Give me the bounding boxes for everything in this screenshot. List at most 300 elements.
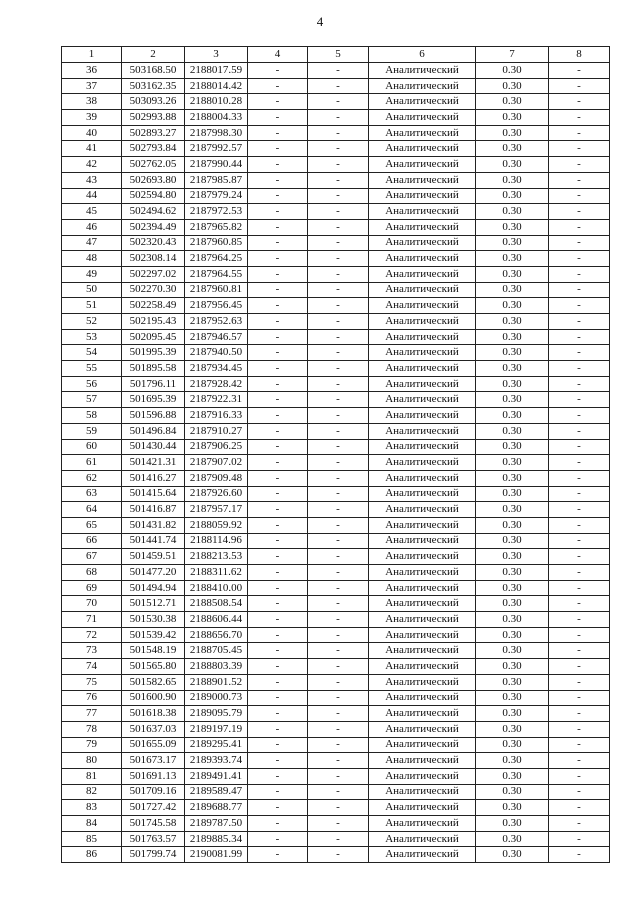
cell-col-4: -: [248, 94, 308, 110]
cell-col-5: -: [308, 266, 369, 282]
table-row: [62, 314, 610, 330]
cell-point-number: 49: [62, 266, 122, 282]
column-header-1: 1: [62, 47, 122, 63]
cell-method: Аналитический: [369, 470, 476, 486]
cell-col-8: -: [549, 157, 610, 173]
cell-col-5: -: [308, 251, 369, 267]
table-row: [62, 612, 610, 628]
cell-point-number: 82: [62, 784, 122, 800]
cell-x-coordinate: 501763.57: [122, 831, 185, 847]
cell-method: Аналитический: [369, 612, 476, 628]
table-row: [62, 690, 610, 706]
cell-method: Аналитический: [369, 643, 476, 659]
cell-x-coordinate: 501596.88: [122, 408, 185, 424]
cell-accuracy: 0.30: [476, 361, 549, 377]
cell-accuracy: 0.30: [476, 266, 549, 282]
cell-x-coordinate: 501512.71: [122, 596, 185, 612]
cell-accuracy: 0.30: [476, 141, 549, 157]
cell-point-number: 60: [62, 439, 122, 455]
cell-col-5: -: [308, 455, 369, 471]
table-row: [62, 470, 610, 486]
cell-col-8: -: [549, 816, 610, 832]
cell-col-8: -: [549, 721, 610, 737]
cell-method: Аналитический: [369, 204, 476, 220]
cell-col-4: -: [248, 533, 308, 549]
cell-col-8: -: [549, 627, 610, 643]
cell-point-number: 69: [62, 580, 122, 596]
cell-point-number: 44: [62, 188, 122, 204]
table-row: [62, 768, 610, 784]
table-row: [62, 110, 610, 126]
cell-point-number: 81: [62, 768, 122, 784]
cell-accuracy: 0.30: [476, 392, 549, 408]
cell-accuracy: 0.30: [476, 376, 549, 392]
cell-col-5: -: [308, 831, 369, 847]
cell-method: Аналитический: [369, 674, 476, 690]
cell-accuracy: 0.30: [476, 423, 549, 439]
cell-col-5: -: [308, 298, 369, 314]
cell-accuracy: 0.30: [476, 235, 549, 251]
cell-y-coordinate: 2188059.92: [185, 517, 248, 533]
cell-method: Аналитический: [369, 63, 476, 79]
cell-accuracy: 0.30: [476, 125, 549, 141]
cell-col-8: -: [549, 690, 610, 706]
cell-method: Аналитический: [369, 282, 476, 298]
cell-y-coordinate: 2189885.34: [185, 831, 248, 847]
cell-accuracy: 0.30: [476, 188, 549, 204]
cell-accuracy: 0.30: [476, 408, 549, 424]
cell-x-coordinate: 501494.94: [122, 580, 185, 596]
cell-accuracy: 0.30: [476, 251, 549, 267]
cell-x-coordinate: 502320.43: [122, 235, 185, 251]
cell-accuracy: 0.30: [476, 517, 549, 533]
cell-y-coordinate: 2187916.33: [185, 408, 248, 424]
table-row: [62, 580, 610, 596]
cell-col-8: -: [549, 423, 610, 439]
cell-col-8: -: [549, 439, 610, 455]
cell-y-coordinate: 2187907.02: [185, 455, 248, 471]
cell-x-coordinate: 501655.09: [122, 737, 185, 753]
cell-col-4: -: [248, 329, 308, 345]
cell-y-coordinate: 2187928.42: [185, 376, 248, 392]
cell-col-4: -: [248, 549, 308, 565]
cell-col-5: -: [308, 376, 369, 392]
cell-col-8: -: [549, 282, 610, 298]
table-row: [62, 627, 610, 643]
cell-col-4: -: [248, 157, 308, 173]
cell-col-5: -: [308, 800, 369, 816]
cell-col-5: -: [308, 392, 369, 408]
cell-y-coordinate: 2187998.30: [185, 125, 248, 141]
cell-col-8: -: [549, 219, 610, 235]
cell-x-coordinate: 501691.13: [122, 768, 185, 784]
cell-col-8: -: [549, 565, 610, 581]
table-row: [62, 188, 610, 204]
cell-x-coordinate: 502297.02: [122, 266, 185, 282]
cell-col-5: -: [308, 847, 369, 863]
cell-col-4: -: [248, 753, 308, 769]
cell-method: Аналитический: [369, 596, 476, 612]
cell-col-4: -: [248, 612, 308, 628]
cell-y-coordinate: 2187964.25: [185, 251, 248, 267]
cell-y-coordinate: 2187972.53: [185, 204, 248, 220]
table-row: [62, 204, 610, 220]
table-row: [62, 251, 610, 267]
cell-method: Аналитический: [369, 266, 476, 282]
column-header-5: 5: [308, 47, 369, 63]
cell-col-5: -: [308, 612, 369, 628]
cell-method: Аналитический: [369, 376, 476, 392]
cell-x-coordinate: 501745.58: [122, 816, 185, 832]
cell-col-4: -: [248, 408, 308, 424]
cell-col-5: -: [308, 188, 369, 204]
cell-accuracy: 0.30: [476, 486, 549, 502]
cell-accuracy: 0.30: [476, 612, 549, 628]
cell-col-4: -: [248, 816, 308, 832]
table-row: [62, 721, 610, 737]
cell-method: Аналитический: [369, 94, 476, 110]
cell-method: Аналитический: [369, 251, 476, 267]
coordinates-table: [61, 46, 610, 863]
cell-col-5: -: [308, 549, 369, 565]
cell-x-coordinate: 501548.19: [122, 643, 185, 659]
cell-x-coordinate: 501695.39: [122, 392, 185, 408]
cell-x-coordinate: 501416.27: [122, 470, 185, 486]
cell-y-coordinate: 2187910.27: [185, 423, 248, 439]
cell-y-coordinate: 2189000.73: [185, 690, 248, 706]
cell-col-5: -: [308, 314, 369, 330]
cell-point-number: 61: [62, 455, 122, 471]
cell-accuracy: 0.30: [476, 204, 549, 220]
cell-accuracy: 0.30: [476, 690, 549, 706]
cell-accuracy: 0.30: [476, 643, 549, 659]
table-row: [62, 94, 610, 110]
cell-method: Аналитический: [369, 768, 476, 784]
table-row: [62, 847, 610, 863]
cell-y-coordinate: 2188311.62: [185, 565, 248, 581]
cell-x-coordinate: 501600.90: [122, 690, 185, 706]
cell-y-coordinate: 2187946.57: [185, 329, 248, 345]
cell-method: Аналитический: [369, 188, 476, 204]
cell-accuracy: 0.30: [476, 706, 549, 722]
cell-col-4: -: [248, 141, 308, 157]
cell-point-number: 77: [62, 706, 122, 722]
cell-x-coordinate: 501431.82: [122, 517, 185, 533]
cell-col-4: -: [248, 768, 308, 784]
cell-method: Аналитический: [369, 408, 476, 424]
table-row: [62, 439, 610, 455]
cell-col-5: -: [308, 517, 369, 533]
cell-col-5: -: [308, 408, 369, 424]
cell-col-4: -: [248, 219, 308, 235]
cell-y-coordinate: 2188004.33: [185, 110, 248, 126]
cell-point-number: 48: [62, 251, 122, 267]
cell-col-4: -: [248, 455, 308, 471]
cell-point-number: 67: [62, 549, 122, 565]
cell-x-coordinate: 503162.35: [122, 78, 185, 94]
cell-x-coordinate: 501477.20: [122, 565, 185, 581]
cell-accuracy: 0.30: [476, 455, 549, 471]
cell-col-5: -: [308, 423, 369, 439]
cell-col-5: -: [308, 219, 369, 235]
cell-accuracy: 0.30: [476, 800, 549, 816]
cell-method: Аналитический: [369, 690, 476, 706]
cell-y-coordinate: 2189393.74: [185, 753, 248, 769]
cell-y-coordinate: 2188901.52: [185, 674, 248, 690]
cell-col-4: -: [248, 188, 308, 204]
cell-col-8: -: [549, 753, 610, 769]
cell-method: Аналитический: [369, 753, 476, 769]
cell-method: Аналитический: [369, 329, 476, 345]
cell-col-5: -: [308, 580, 369, 596]
cell-accuracy: 0.30: [476, 502, 549, 518]
cell-y-coordinate: 2188014.42: [185, 78, 248, 94]
cell-x-coordinate: 503093.26: [122, 94, 185, 110]
cell-y-coordinate: 2187922.31: [185, 392, 248, 408]
cell-accuracy: 0.30: [476, 314, 549, 330]
cell-col-8: -: [549, 580, 610, 596]
cell-accuracy: 0.30: [476, 659, 549, 675]
cell-x-coordinate: 502594.80: [122, 188, 185, 204]
cell-point-number: 55: [62, 361, 122, 377]
cell-col-5: -: [308, 470, 369, 486]
cell-col-8: -: [549, 266, 610, 282]
cell-point-number: 83: [62, 800, 122, 816]
cell-col-8: -: [549, 643, 610, 659]
cell-y-coordinate: 2188410.00: [185, 580, 248, 596]
cell-x-coordinate: 501895.58: [122, 361, 185, 377]
table-row: [62, 831, 610, 847]
cell-x-coordinate: 502762.05: [122, 157, 185, 173]
cell-point-number: 70: [62, 596, 122, 612]
cell-col-5: -: [308, 125, 369, 141]
cell-accuracy: 0.30: [476, 674, 549, 690]
table-body: [62, 47, 610, 863]
cell-col-5: -: [308, 439, 369, 455]
cell-col-4: -: [248, 282, 308, 298]
cell-point-number: 58: [62, 408, 122, 424]
cell-point-number: 47: [62, 235, 122, 251]
cell-point-number: 71: [62, 612, 122, 628]
cell-col-8: -: [549, 847, 610, 863]
column-header-7: 7: [476, 47, 549, 63]
cell-x-coordinate: 502394.49: [122, 219, 185, 235]
cell-col-5: -: [308, 172, 369, 188]
cell-point-number: 85: [62, 831, 122, 847]
cell-x-coordinate: 502258.49: [122, 298, 185, 314]
cell-y-coordinate: 2189787.50: [185, 816, 248, 832]
cell-x-coordinate: 501582.65: [122, 674, 185, 690]
table-row: [62, 565, 610, 581]
cell-col-8: -: [549, 517, 610, 533]
cell-x-coordinate: 502793.84: [122, 141, 185, 157]
cell-point-number: 56: [62, 376, 122, 392]
cell-accuracy: 0.30: [476, 721, 549, 737]
column-header-8: 8: [549, 47, 610, 63]
table-row: [62, 282, 610, 298]
cell-method: Аналитический: [369, 423, 476, 439]
cell-col-4: -: [248, 674, 308, 690]
cell-accuracy: 0.30: [476, 816, 549, 832]
table-row: [62, 329, 610, 345]
cell-col-4: -: [248, 659, 308, 675]
cell-point-number: 46: [62, 219, 122, 235]
cell-col-8: -: [549, 204, 610, 220]
cell-x-coordinate: 501995.39: [122, 345, 185, 361]
cell-method: Аналитический: [369, 298, 476, 314]
cell-point-number: 51: [62, 298, 122, 314]
cell-point-number: 78: [62, 721, 122, 737]
cell-col-5: -: [308, 721, 369, 737]
cell-x-coordinate: 502494.62: [122, 204, 185, 220]
cell-accuracy: 0.30: [476, 737, 549, 753]
cell-x-coordinate: 501539.42: [122, 627, 185, 643]
cell-col-5: -: [308, 533, 369, 549]
table-row: [62, 345, 610, 361]
cell-col-4: -: [248, 361, 308, 377]
table-row: [62, 423, 610, 439]
cell-x-coordinate: 501799.74: [122, 847, 185, 863]
table-row: [62, 706, 610, 722]
cell-method: Аналитический: [369, 125, 476, 141]
cell-col-5: -: [308, 502, 369, 518]
cell-col-8: -: [549, 502, 610, 518]
cell-method: Аналитический: [369, 235, 476, 251]
cell-method: Аналитический: [369, 345, 476, 361]
cell-col-4: -: [248, 627, 308, 643]
table-row: [62, 549, 610, 565]
cell-col-4: -: [248, 392, 308, 408]
cell-col-5: -: [308, 157, 369, 173]
cell-col-8: -: [549, 361, 610, 377]
cell-col-4: -: [248, 376, 308, 392]
cell-point-number: 65: [62, 517, 122, 533]
cell-method: Аналитический: [369, 517, 476, 533]
cell-y-coordinate: 2189589.47: [185, 784, 248, 800]
cell-col-4: -: [248, 439, 308, 455]
cell-point-number: 54: [62, 345, 122, 361]
cell-y-coordinate: 2187979.24: [185, 188, 248, 204]
cell-y-coordinate: 2190081.99: [185, 847, 248, 863]
cell-col-4: -: [248, 266, 308, 282]
cell-col-8: -: [549, 251, 610, 267]
cell-y-coordinate: 2189197.19: [185, 721, 248, 737]
cell-y-coordinate: 2188803.39: [185, 659, 248, 675]
cell-accuracy: 0.30: [476, 345, 549, 361]
cell-col-4: -: [248, 423, 308, 439]
cell-method: Аналитический: [369, 784, 476, 800]
cell-x-coordinate: 501441.74: [122, 533, 185, 549]
cell-method: Аналитический: [369, 580, 476, 596]
cell-col-8: -: [549, 470, 610, 486]
cell-col-5: -: [308, 753, 369, 769]
cell-method: Аналитический: [369, 816, 476, 832]
cell-col-4: -: [248, 517, 308, 533]
cell-col-4: -: [248, 78, 308, 94]
cell-col-8: -: [549, 706, 610, 722]
cell-y-coordinate: 2189295.41: [185, 737, 248, 753]
cell-accuracy: 0.30: [476, 172, 549, 188]
cell-col-8: -: [549, 78, 610, 94]
cell-x-coordinate: 502993.88: [122, 110, 185, 126]
cell-col-8: -: [549, 549, 610, 565]
cell-col-4: -: [248, 502, 308, 518]
cell-col-4: -: [248, 204, 308, 220]
cell-col-5: -: [308, 659, 369, 675]
cell-accuracy: 0.30: [476, 549, 549, 565]
cell-x-coordinate: 502095.45: [122, 329, 185, 345]
table-row: [62, 172, 610, 188]
cell-col-4: -: [248, 784, 308, 800]
cell-accuracy: 0.30: [476, 831, 549, 847]
cell-accuracy: 0.30: [476, 627, 549, 643]
table-row: [62, 643, 610, 659]
table-row: [62, 376, 610, 392]
cell-x-coordinate: 501416.87: [122, 502, 185, 518]
cell-point-number: 62: [62, 470, 122, 486]
cell-col-4: -: [248, 298, 308, 314]
cell-col-8: -: [549, 298, 610, 314]
cell-col-5: -: [308, 784, 369, 800]
cell-y-coordinate: 2188508.54: [185, 596, 248, 612]
cell-x-coordinate: 501673.17: [122, 753, 185, 769]
cell-method: Аналитический: [369, 847, 476, 863]
cell-accuracy: 0.30: [476, 533, 549, 549]
cell-col-4: -: [248, 470, 308, 486]
cell-col-5: -: [308, 110, 369, 126]
cell-point-number: 36: [62, 63, 122, 79]
cell-col-4: -: [248, 831, 308, 847]
cell-col-5: -: [308, 345, 369, 361]
cell-point-number: 76: [62, 690, 122, 706]
cell-point-number: 57: [62, 392, 122, 408]
cell-y-coordinate: 2189688.77: [185, 800, 248, 816]
cell-x-coordinate: 501421.31: [122, 455, 185, 471]
cell-y-coordinate: 2187960.85: [185, 235, 248, 251]
cell-col-8: -: [549, 455, 610, 471]
cell-col-5: -: [308, 204, 369, 220]
cell-col-8: -: [549, 392, 610, 408]
cell-method: Аналитический: [369, 455, 476, 471]
cell-method: Аналитический: [369, 172, 476, 188]
cell-point-number: 42: [62, 157, 122, 173]
cell-method: Аналитический: [369, 110, 476, 126]
cell-col-4: -: [248, 314, 308, 330]
cell-col-5: -: [308, 361, 369, 377]
cell-col-5: -: [308, 627, 369, 643]
cell-method: Аналитический: [369, 737, 476, 753]
cell-accuracy: 0.30: [476, 219, 549, 235]
cell-col-5: -: [308, 486, 369, 502]
cell-y-coordinate: 2188656.70: [185, 627, 248, 643]
table-row: [62, 78, 610, 94]
cell-method: Аналитический: [369, 549, 476, 565]
cell-accuracy: 0.30: [476, 768, 549, 784]
cell-x-coordinate: 502893.27: [122, 125, 185, 141]
cell-point-number: 40: [62, 125, 122, 141]
table-header-row: [62, 47, 610, 63]
table-row: [62, 816, 610, 832]
cell-col-8: -: [549, 94, 610, 110]
cell-method: Аналитический: [369, 78, 476, 94]
cell-y-coordinate: 2188010.28: [185, 94, 248, 110]
cell-accuracy: 0.30: [476, 329, 549, 345]
cell-method: Аналитический: [369, 157, 476, 173]
cell-col-4: -: [248, 125, 308, 141]
cell-col-8: -: [549, 831, 610, 847]
cell-y-coordinate: 2187934.45: [185, 361, 248, 377]
cell-y-coordinate: 2188606.44: [185, 612, 248, 628]
